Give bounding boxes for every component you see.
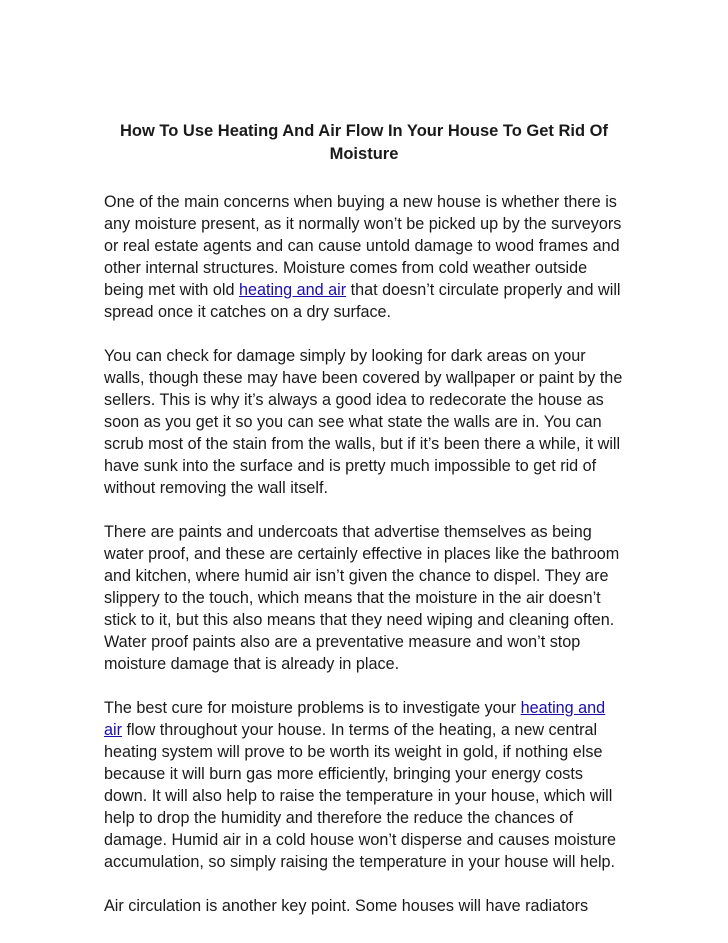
heating-and-air-link-1[interactable]: heating and air (238, 281, 347, 299)
heating-and-air-link-2[interactable]: heating and air (104, 699, 606, 739)
paragraph-1-text-b: that doesn’t circulate properly and will spread once it catches on a dry surface. (104, 281, 621, 321)
paragraph-5: Air circulation is another key point. Some houses will have radiators (104, 897, 589, 915)
document-title: How To Use Heating And Air Flow In Your House To Get Rid Of Moisture (120, 122, 608, 163)
paragraph-1 (104, 191, 624, 323)
paragraph-4-text-a: The best cure for moisture problems is to investigate your (104, 699, 521, 717)
paragraph-2: You can check for damage simply by looking for dark areas on your walls, though these may have been covered by wallpaper or paint by the sellers. This is why it’s always a good idea to redecorate the house as soon as you get it so you can see what state the walls are in. You can scrub most of the stain from the walls, but if it’s been there a while, it will have sunk into the surface and is pretty much impossible to get rid of without removing the wall itself. (104, 347, 623, 497)
paragraph-3: There are paints and undercoats that advertise themselves as being water proof, and these are certainly effective in places like the bathroom and kitchen, where humid air isn’t given the chance to dispel. They are slippery to the touch, which means that the moisture in the air doesn’t stick to it, but this also means that they need wiping and cleaning often. Water proof paints also are a preventative measure and won’t stop moisture damage that is already in place. (104, 523, 620, 673)
paragraph-4-text-b: flow throughout your house. In terms of the heating, a new central heating system will prove to be worth its weight in gold, if nothing else because it will burn gas more efficiently, bringing your energy costs down. It will also help to raise the temperature in your house, which will help to drop the humidity and therefore the reduce the chances of damage. Humid air in a cold house won’t disperse and causes moisture accumulation, so simply raising the temperature in your house will help. (104, 721, 616, 871)
paragraph-1-text-a: One of the main concerns when buying a new house is whether there is any moisture present, as it normally won’t be picked up by the surveyors or real estate agents and can cause untold damage to wood frames and other internal structures. Moisture comes from cold weather outside being met with old (104, 193, 622, 299)
document-body (104, 191, 624, 939)
paragraph-4 (104, 697, 624, 873)
